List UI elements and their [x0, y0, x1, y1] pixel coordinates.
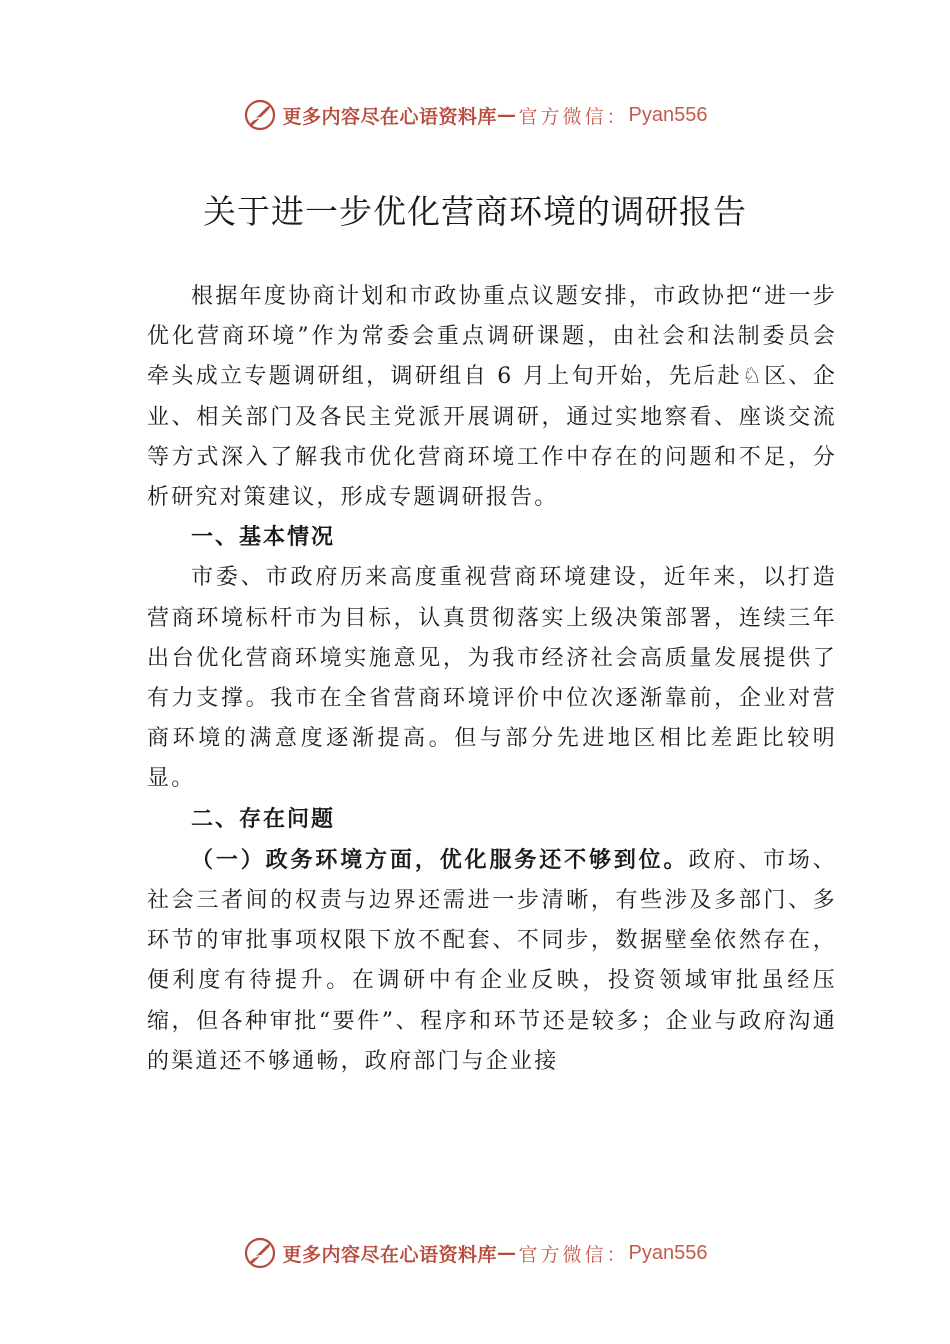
section-1-heading: 一、基本情况	[191, 525, 336, 551]
watermark-dash: —	[497, 1242, 517, 1264]
document-title: 关于进一步优化营商环境的调研报告	[203, 192, 747, 231]
section-2-heading: 二、存在问题	[191, 806, 336, 832]
section-2-paragraph	[147, 840, 837, 1082]
intro-paragraph: 根据年度协商计划和市政协重点议题安排，市政协把“进一步优化营商环境”作为常委会重点调研课题，由社会和法制委员会牵头成立专题调研组，调研组自 6 月上旬开始，先后赴♘区、企业、相关部门及各民主党派开展调研，通过实地察看、座谈交流等方式深入了解我市优化营商环境工作中存在的问题和不足，分析研究对策建议，形成专题调研报告。	[147, 284, 837, 511]
watermark-id: Pyan556	[628, 1241, 708, 1264]
document-body	[147, 277, 837, 1082]
watermark-official: 官方微信：	[518, 105, 629, 128]
watermark-text: 更多内容尽在心语资料库	[282, 1243, 498, 1266]
watermark-text: 更多内容尽在心语资料库	[282, 105, 498, 128]
watermark-dash: —	[497, 104, 517, 126]
section-1-paragraph: 市委、市政府历来高度重视营商环境建设，近年来，以打造营商环境标杆市为目标，认真贯彻落实上级决策部署，连续三年出台优化营商环境实施意见，为我市经济社会高质量发展提供了有力支撑。我市在全省营商环境评价中位次逐渐靠前，企业对营商环境的满意度逐渐提高。但与部分先进地区相比差距比较明显。	[147, 565, 837, 792]
section-2-lead: （一）政务环境方面，优化服务还不够到位。	[191, 846, 689, 873]
header-watermark	[0, 95, 950, 135]
footer-watermark	[0, 1233, 950, 1273]
section-2-text: 政府、市场、社会三者间的权责与边界还需进一步清晰，有些涉及多部门、多环节的审批事项权限下放不配套、不同步，数据壁垒依然存在，便利度有待提升。在调研中有企业反映，投资领域审批虽经压缩，但各种审批“要件”、程序和环节还是较多；企业与政府沟通的渠道还不够通畅，政府部门与企业接	[147, 847, 837, 1074]
watermark-id: Pyan556	[628, 103, 708, 126]
watermark-official: 官方微信：	[518, 1243, 629, 1266]
pen-logo-icon	[243, 98, 277, 132]
pen-logo-icon	[243, 1236, 277, 1270]
